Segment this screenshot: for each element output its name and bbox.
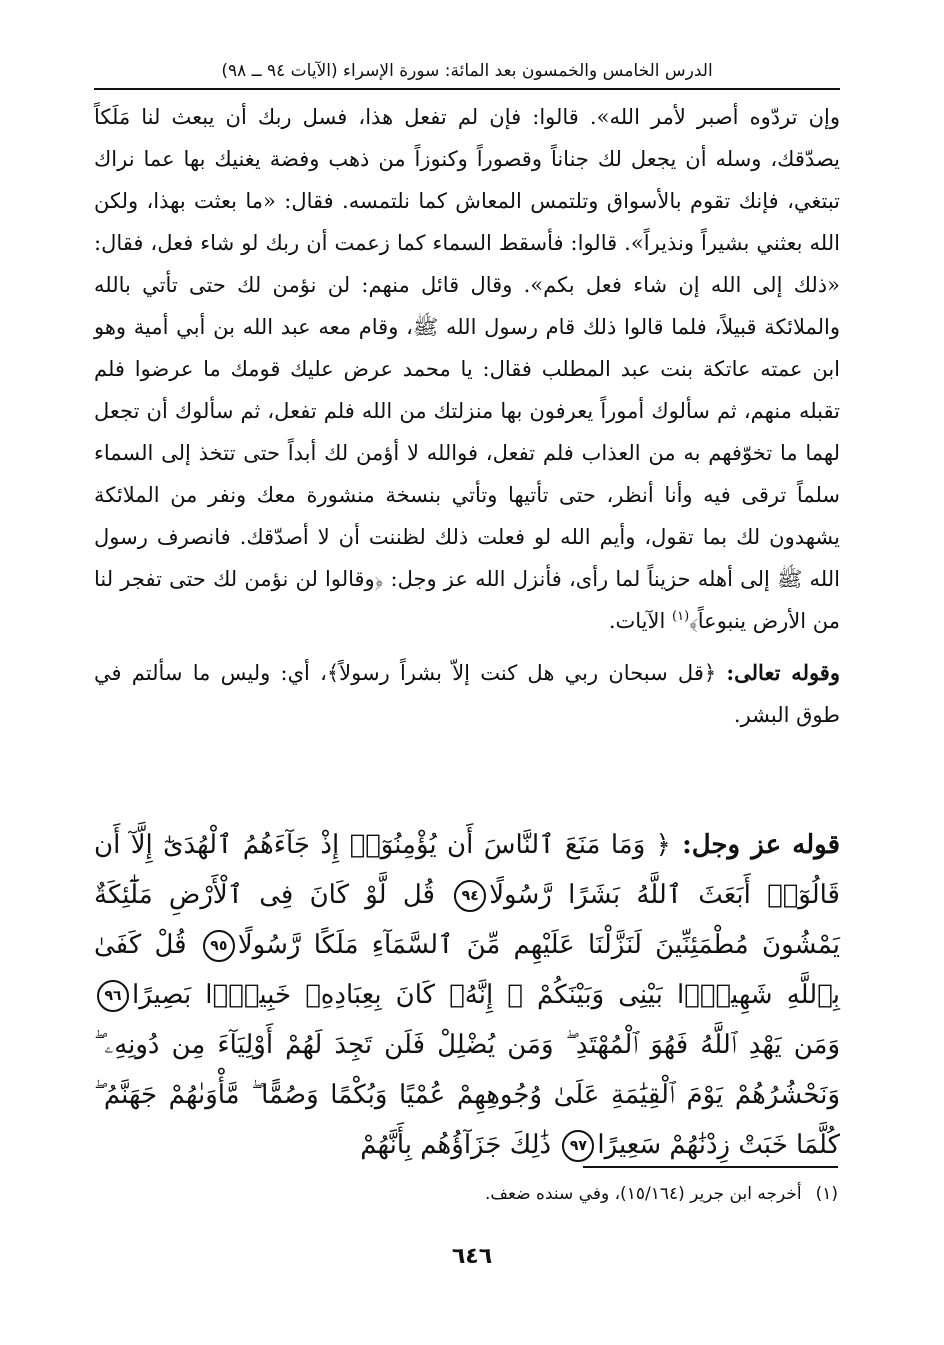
running-head: الدرس الخامس والخمسون بعد المائة: سورة الإسراء (الآيات ٩٤ ــ ٩٨): [221, 61, 713, 81]
verse-98: ذَٰلِكَ جَزَآؤُهُم بِأَنَّهُمْ: [360, 1130, 560, 1160]
paragraph-1-text: وإن تردّوه أصبر لأمر الله». قالوا: فإن لم تفعل هذا، فسل ربك أن يبعث لنا مَلَكاً يصدّقك، وسله أن يجعل لك جناناً وقصوراً وكنوزاً من ذهب وفضة يغنيك بها عما نراك تبتغي، فإنك تقوم بالأسواق وتلتمس المعاش كما نلتمسه. فقال: «ما بعثت بهذا، ولكن الله بعثني بشيراً ونذيراً». قالوا: فأسقط السماء كما زعمت أن ربك لو شاء فعل، فقال: «ذلك إلى الله إن شاء فعل بكم». وقال قائل منهم: لن نؤمن لك حتى تأتي بالله والملائكة قبيلاً، فلما قالوا ذلك قام رسول الله ﷺ، وقام معه عبد الله بن أبي أمية وهو ابن عمته عاتكة بنت عبد المطلب فقال: يا محمد عرض عليك قومك ما عرضوا فلم تقبله منهم، ثم سألوك أموراً يعرفون بها منزلتك من الله فلم تفعل، ثم سألوك أن تجعل لهما ما تخوّفهم به من العذاب فلم تفعل، فوالله لا أؤمن لك أبداً حتى تتخذ إلى السماء سلماً ترقى فيه وأنا أنظر، حتى تأتيها وتأتي بنسخة منشورة معك ونفر من الملائكة يشهدون لك بما تقول، وأيم الله لو فعلت ذلك لظننت أن لا أصدّقك. فانصرف رسول الله ﷺ إلى أهله حزيناً لما رأى، فأنزل الله عز وجل: ﴿وقالوا لن نؤمن لك حتى تفجر لنا من الأرض ينبوعاً﴾: [94, 105, 840, 633]
verses-lead: قوله عز وجل:: [670, 830, 840, 860]
paragraph-2-lead: وقوله تعالى:: [726, 660, 840, 685]
commentary-body: [94, 96, 840, 736]
page-number: ٦٤٦: [451, 1244, 493, 1269]
footnote-rule: [583, 1166, 838, 1168]
ayah-marker-94: ٩٤: [454, 880, 486, 912]
ayah-marker-95: ٩٥: [203, 930, 235, 962]
verse-94: ﴿ وَمَا مَنَعَ ٱلنَّاسَ أَن يُؤْمِنُوٓا۟ إِذْ جَآءَهُمُ ٱلْهُدَىٰٓ إِلَّآ أَن قَالُوٓا۟ أَبَعَثَ ٱللَّهُ بَشَرًا رَّسُولًا: [94, 830, 840, 910]
verse-95: قُل لَّوْ كَانَ فِى ٱلْأَرْضِ مَلَٰٓئِكَةٌ يَمْشُونَ مُطْمَئِنِّينَ لَنَزَّلْنَا عَلَيْهِم مِّنَ ٱلسَّمَآءِ مَلَكًا رَّسُولًا: [94, 880, 840, 960]
verse-97: وَمَن يَهْدِ ٱللَّهُ فَهُوَ ٱلْمُهْتَدِ ۖ وَمَن يُضْلِلْ فَلَن تَجِدَ لَهُمْ أَوْلِيَآءَ مِن دُونِهِۦ ۖ وَنَحْشُرُهُمْ يَوْمَ ٱلْقِيَٰمَةِ عَلَىٰ وُجُوهِهِمْ عُمْيًا وَبُكْمًا وَصُمًّا ۖ مَّأْوَىٰهُمْ جَهَنَّمُ ۖ كُلَّمَا خَبَتْ زِدْنَٰهُمْ سَعِيرًا: [94, 1030, 840, 1160]
paragraph-1: [94, 96, 840, 642]
ayah-marker-96: ٩٦: [97, 980, 129, 1012]
paragraph-2-text: ﴿قل سبحان ربي هل كنت إلاّ بشراً رسولاً﴾، أي: وليس ما سألتم في طوق البشر.: [94, 661, 840, 727]
footnote: [94, 1180, 838, 1208]
footnote-text: أخرجه ابن جرير (١٥/١٦٤)، وفي سنده ضعف.: [485, 1184, 802, 1204]
footnote-number: (١): [815, 1184, 838, 1204]
ayah-marker-97: ٩٧: [562, 1130, 594, 1162]
header-rule: [94, 88, 840, 90]
paragraph-1-end: الآيات.: [608, 609, 672, 633]
verse-96: قُلْ كَفَىٰ بِٱللَّهِ شَهِيدًۢا بَيْنِى وَبَيْنَكُمْ ۚ إِنَّهُۥ كَانَ بِعِبَادِهِۦ خَبِيرًۢا بَصِيرًا: [94, 930, 840, 1010]
quran-verses: [94, 820, 840, 1170]
footnote-marker[interactable]: (١): [672, 609, 690, 624]
paragraph-2: [94, 652, 840, 736]
